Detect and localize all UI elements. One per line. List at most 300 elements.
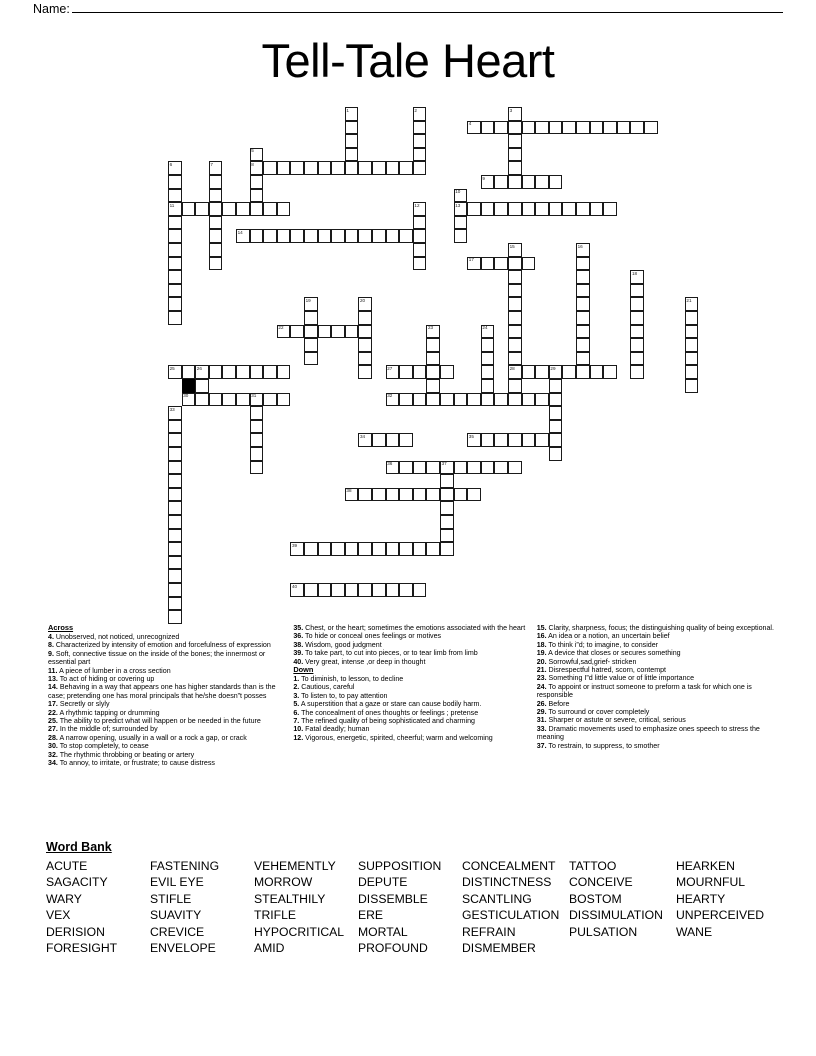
grid-cell[interactable] (399, 229, 413, 243)
grid-cell[interactable] (372, 433, 386, 447)
grid-cell[interactable] (331, 325, 345, 339)
grid-cell[interactable] (182, 365, 196, 379)
grid-cell[interactable] (630, 352, 644, 366)
grid-cell[interactable] (576, 202, 590, 216)
grid-cell[interactable] (168, 229, 182, 243)
grid-cell[interactable] (522, 202, 536, 216)
grid-cell[interactable] (494, 121, 508, 135)
grid-cell[interactable] (549, 433, 563, 447)
grid-cell[interactable] (522, 121, 536, 135)
grid-cell[interactable] (399, 583, 413, 597)
grid-cell[interactable] (331, 583, 345, 597)
grid-cell[interactable] (222, 365, 236, 379)
grid-cell[interactable] (454, 461, 468, 475)
grid-cell[interactable] (562, 365, 576, 379)
grid-cell[interactable] (168, 189, 182, 203)
grid-cell[interactable] (426, 393, 440, 407)
grid-cell[interactable] (236, 229, 250, 243)
grid-cell[interactable] (399, 433, 413, 447)
grid-cell[interactable] (413, 461, 427, 475)
grid-cell[interactable] (222, 202, 236, 216)
grid-cell[interactable] (358, 338, 372, 352)
grid-cell[interactable] (250, 229, 264, 243)
grid-cell[interactable] (236, 202, 250, 216)
grid-cell[interactable] (304, 311, 318, 325)
word-bank-word[interactable]: MORTAL (358, 924, 408, 939)
grid-cell[interactable] (250, 461, 264, 475)
grid-cell[interactable] (236, 393, 250, 407)
grid-cell[interactable] (454, 216, 468, 230)
grid-cell[interactable] (413, 107, 427, 121)
grid-cell[interactable] (576, 365, 590, 379)
grid-cell[interactable] (522, 257, 536, 271)
grid-cell[interactable] (426, 488, 440, 502)
grid-cell[interactable] (250, 433, 264, 447)
grid-cell[interactable] (304, 161, 318, 175)
grid-cell[interactable] (304, 229, 318, 243)
grid-cell[interactable] (522, 175, 536, 189)
word-bank-word[interactable]: HEARKEN (676, 859, 735, 873)
grid-cell[interactable] (426, 365, 440, 379)
grid-cell[interactable] (345, 107, 359, 121)
grid-cell[interactable] (304, 297, 318, 311)
grid-cell[interactable] (630, 325, 644, 339)
grid-cell[interactable] (630, 297, 644, 311)
word-bank-word[interactable]: SAGACITY (46, 875, 108, 890)
grid-cell[interactable] (426, 461, 440, 475)
grid-cell[interactable] (358, 297, 372, 311)
grid-cell[interactable] (372, 161, 386, 175)
grid-cell[interactable] (413, 148, 427, 162)
grid-cell[interactable] (386, 542, 400, 556)
grid-cell[interactable] (481, 121, 495, 135)
grid-cell[interactable] (168, 529, 182, 543)
grid-cell[interactable] (195, 365, 209, 379)
word-bank-word[interactable]: DISTINCTNESS (462, 875, 552, 890)
grid-cell[interactable] (168, 202, 182, 216)
grid-cell[interactable] (549, 365, 563, 379)
grid-cell[interactable] (481, 338, 495, 352)
grid-cell[interactable] (508, 107, 522, 121)
grid-cell[interactable] (168, 365, 182, 379)
grid-cell[interactable] (386, 461, 400, 475)
grid-cell[interactable] (195, 202, 209, 216)
grid-cell[interactable] (318, 542, 332, 556)
grid-cell[interactable] (426, 542, 440, 556)
word-bank-word[interactable]: WARY (46, 891, 82, 906)
grid-cell[interactable] (345, 229, 359, 243)
grid-cell[interactable] (250, 447, 264, 461)
grid-cell[interactable] (494, 257, 508, 271)
grid-cell[interactable] (481, 433, 495, 447)
grid-cell[interactable] (168, 433, 182, 447)
grid-cell[interactable] (426, 379, 440, 393)
grid-cell[interactable] (590, 121, 604, 135)
word-bank-word[interactable]: CONCEIVE (569, 875, 633, 890)
grid-cell[interactable] (318, 583, 332, 597)
grid-cell[interactable] (250, 365, 264, 379)
grid-cell[interactable] (467, 433, 481, 447)
grid-cell[interactable] (630, 270, 644, 284)
grid-cell[interactable] (358, 311, 372, 325)
grid-cell[interactable] (209, 161, 223, 175)
grid-cell[interactable] (304, 338, 318, 352)
grid-cell[interactable] (263, 393, 277, 407)
grid-cell[interactable] (304, 583, 318, 597)
grid-cell[interactable] (250, 148, 264, 162)
grid-cell[interactable] (358, 488, 372, 502)
grid-cell[interactable] (549, 406, 563, 420)
grid-cell[interactable] (467, 121, 481, 135)
grid-cell[interactable] (372, 488, 386, 502)
grid-cell[interactable] (440, 365, 454, 379)
grid-cell[interactable] (386, 161, 400, 175)
grid-cell[interactable] (549, 420, 563, 434)
word-bank-word[interactable]: ACUTE (46, 859, 88, 873)
grid-cell[interactable] (168, 161, 182, 175)
grid-cell[interactable] (508, 311, 522, 325)
grid-cell[interactable] (277, 393, 291, 407)
grid-cell[interactable] (508, 121, 522, 135)
grid-cell[interactable] (562, 202, 576, 216)
grid-cell[interactable] (386, 229, 400, 243)
word-bank-word[interactable]: EVIL EYE (150, 875, 204, 890)
grid-cell[interactable] (168, 447, 182, 461)
word-bank-word[interactable]: MOURNFUL (676, 875, 746, 890)
grid-cell[interactable] (508, 352, 522, 366)
grid-cell[interactable] (494, 433, 508, 447)
grid-cell[interactable] (508, 433, 522, 447)
word-bank-word[interactable]: DISMEMBER (462, 941, 536, 956)
grid-cell[interactable] (195, 393, 209, 407)
word-bank-word[interactable]: CONCEALMENT (462, 859, 556, 873)
grid-cell[interactable] (508, 365, 522, 379)
grid-cell[interactable] (508, 134, 522, 148)
grid-cell[interactable] (440, 461, 454, 475)
word-bank-word[interactable]: VEHEMENTLY (254, 859, 336, 873)
grid-cell[interactable] (535, 175, 549, 189)
grid-cell[interactable] (481, 379, 495, 393)
grid-cell[interactable] (522, 433, 536, 447)
grid-cell[interactable] (494, 175, 508, 189)
word-bank-word[interactable]: WANE (676, 924, 713, 939)
grid-cell[interactable] (467, 257, 481, 271)
grid-cell[interactable] (168, 406, 182, 420)
grid-cell[interactable] (345, 121, 359, 135)
grid-cell[interactable] (630, 365, 644, 379)
grid-cell[interactable] (209, 243, 223, 257)
word-bank-word[interactable]: SUAVITY (150, 908, 202, 923)
grid-cell[interactable] (263, 365, 277, 379)
grid-cell[interactable] (630, 284, 644, 298)
grid-cell[interactable] (209, 202, 223, 216)
word-bank-word[interactable]: MORROW (254, 875, 313, 890)
grid-cell[interactable] (549, 202, 563, 216)
grid-cell[interactable] (630, 338, 644, 352)
grid-cell[interactable] (358, 583, 372, 597)
grid-cell[interactable] (454, 393, 468, 407)
word-bank-word[interactable]: ERE (358, 908, 384, 923)
grid-cell[interactable] (168, 420, 182, 434)
word-bank-word[interactable]: REFRAIN (462, 924, 516, 939)
grid-cell[interactable] (413, 229, 427, 243)
grid-cell[interactable] (413, 393, 427, 407)
grid-cell[interactable] (549, 175, 563, 189)
word-bank-word[interactable]: SCANTLING (462, 891, 532, 906)
grid-cell[interactable] (413, 365, 427, 379)
grid-cell[interactable] (345, 134, 359, 148)
grid-cell[interactable] (576, 284, 590, 298)
grid-cell[interactable] (576, 311, 590, 325)
grid-cell[interactable] (685, 379, 699, 393)
word-bank-word[interactable]: ENVELOPE (150, 941, 216, 956)
grid-cell[interactable] (358, 433, 372, 447)
grid-cell[interactable] (168, 569, 182, 583)
grid-cell[interactable] (182, 393, 196, 407)
grid-cell[interactable] (358, 352, 372, 366)
grid-cell[interactable] (562, 121, 576, 135)
grid-cell[interactable] (250, 406, 264, 420)
word-bank-word[interactable]: VEX (46, 908, 71, 923)
grid-cell[interactable] (168, 597, 182, 611)
grid-cell[interactable] (399, 542, 413, 556)
word-bank-word[interactable]: AMID (254, 941, 285, 956)
grid-cell[interactable] (508, 393, 522, 407)
grid-cell[interactable] (454, 189, 468, 203)
grid-cell[interactable] (290, 542, 304, 556)
grid-cell[interactable] (168, 270, 182, 284)
grid-cell[interactable] (250, 420, 264, 434)
grid-cell[interactable] (617, 121, 631, 135)
grid-cell[interactable] (685, 297, 699, 311)
grid-cell[interactable] (399, 488, 413, 502)
grid-cell[interactable] (358, 365, 372, 379)
grid-cell[interactable] (372, 229, 386, 243)
grid-cell[interactable] (440, 529, 454, 543)
grid-cell[interactable] (209, 393, 223, 407)
grid-cell[interactable] (576, 352, 590, 366)
grid-cell[interactable] (209, 216, 223, 230)
grid-cell[interactable] (454, 488, 468, 502)
grid-cell[interactable] (590, 202, 604, 216)
word-bank-word[interactable]: BOSTOM (569, 891, 622, 906)
grid-cell[interactable] (168, 501, 182, 515)
grid-cell[interactable] (576, 257, 590, 271)
word-bank-word[interactable]: STEALTHILY (254, 891, 326, 906)
grid-cell[interactable] (481, 202, 495, 216)
grid-cell[interactable] (168, 515, 182, 529)
grid-cell[interactable] (426, 338, 440, 352)
grid-cell[interactable] (413, 216, 427, 230)
grid-cell[interactable] (508, 338, 522, 352)
grid-cell[interactable] (277, 202, 291, 216)
grid-cell[interactable] (236, 365, 250, 379)
grid-cell[interactable] (467, 488, 481, 502)
grid-cell[interactable] (685, 365, 699, 379)
grid-cell[interactable] (685, 338, 699, 352)
grid-cell[interactable] (386, 365, 400, 379)
grid-cell[interactable] (168, 297, 182, 311)
grid-cell[interactable] (603, 365, 617, 379)
grid-cell[interactable] (481, 257, 495, 271)
grid-cell[interactable] (576, 338, 590, 352)
grid-cell[interactable] (481, 461, 495, 475)
grid-cell[interactable] (209, 175, 223, 189)
grid-cell[interactable] (535, 121, 549, 135)
grid-cell[interactable] (290, 161, 304, 175)
grid-cell[interactable] (590, 365, 604, 379)
grid-cell[interactable] (168, 583, 182, 597)
grid-cell[interactable] (440, 488, 454, 502)
grid-cell[interactable] (168, 311, 182, 325)
grid-cell[interactable] (603, 121, 617, 135)
word-bank-word[interactable]: DERISION (46, 924, 105, 939)
grid-cell[interactable] (413, 243, 427, 257)
grid-cell[interactable] (168, 284, 182, 298)
grid-cell[interactable] (508, 284, 522, 298)
grid-cell[interactable] (576, 325, 590, 339)
grid-cell[interactable] (358, 229, 372, 243)
grid-cell[interactable] (290, 583, 304, 597)
grid-cell[interactable] (440, 542, 454, 556)
grid-cell[interactable] (358, 325, 372, 339)
grid-cell[interactable] (535, 365, 549, 379)
grid-cell[interactable] (331, 161, 345, 175)
grid-cell[interactable] (277, 229, 291, 243)
grid-cell[interactable] (168, 461, 182, 475)
grid-cell[interactable] (508, 379, 522, 393)
grid-cell[interactable] (508, 175, 522, 189)
grid-cell[interactable] (576, 243, 590, 257)
grid-cell[interactable] (576, 121, 590, 135)
grid-cell[interactable] (290, 229, 304, 243)
grid-cell[interactable] (290, 325, 304, 339)
grid-cell[interactable] (386, 488, 400, 502)
grid-cell[interactable] (413, 202, 427, 216)
grid-cell[interactable] (467, 461, 481, 475)
grid-cell[interactable] (304, 352, 318, 366)
word-bank-word[interactable]: SUPPOSITION (358, 859, 442, 873)
grid-cell[interactable] (549, 121, 563, 135)
grid-cell[interactable] (358, 542, 372, 556)
grid-cell[interactable] (277, 161, 291, 175)
grid-cell[interactable] (277, 365, 291, 379)
grid-cell[interactable] (372, 542, 386, 556)
grid-cell[interactable] (304, 542, 318, 556)
grid-cell[interactable] (413, 121, 427, 135)
grid-cell[interactable] (345, 542, 359, 556)
grid-cell[interactable] (318, 229, 332, 243)
grid-cell[interactable] (168, 474, 182, 488)
grid-cell[interactable] (195, 379, 209, 393)
grid-cell[interactable] (358, 161, 372, 175)
grid-cell[interactable] (304, 325, 318, 339)
word-bank-word[interactable]: PULSATION (569, 924, 638, 939)
word-bank-word[interactable]: TATTOO (569, 859, 617, 873)
crossword-grid[interactable] (0, 100, 816, 620)
grid-cell[interactable] (331, 542, 345, 556)
grid-cell[interactable] (168, 610, 182, 624)
grid-cell[interactable] (399, 461, 413, 475)
grid-cell[interactable] (413, 161, 427, 175)
grid-cell[interactable] (413, 542, 427, 556)
grid-cell[interactable] (549, 393, 563, 407)
word-bank-word[interactable]: STIFLE (150, 891, 192, 906)
grid-cell[interactable] (630, 311, 644, 325)
grid-cell[interactable] (522, 365, 536, 379)
grid-cell[interactable] (535, 393, 549, 407)
grid-cell[interactable] (440, 501, 454, 515)
grid-cell[interactable] (182, 202, 196, 216)
grid-cell[interactable] (508, 148, 522, 162)
grid-cell[interactable] (345, 488, 359, 502)
grid-cell[interactable] (168, 216, 182, 230)
grid-cell[interactable] (263, 202, 277, 216)
word-bank-word[interactable]: FORESIGHT (46, 941, 118, 956)
grid-cell[interactable] (386, 393, 400, 407)
grid-cell[interactable] (386, 583, 400, 597)
grid-cell[interactable] (603, 202, 617, 216)
word-bank-word[interactable]: PROFOUND (358, 941, 428, 956)
word-bank-word[interactable]: UNPERCEIVED (676, 908, 765, 923)
grid-cell[interactable] (399, 161, 413, 175)
grid-cell[interactable] (331, 229, 345, 243)
name-input-rule[interactable] (72, 2, 783, 13)
grid-cell[interactable] (277, 325, 291, 339)
grid-cell[interactable] (168, 556, 182, 570)
grid-cell[interactable] (644, 121, 658, 135)
grid-cell[interactable] (413, 257, 427, 271)
grid-cell[interactable] (508, 161, 522, 175)
grid-cell[interactable] (508, 461, 522, 475)
grid-cell[interactable] (685, 325, 699, 339)
word-bank-word[interactable]: HEARTY (676, 891, 726, 906)
word-bank-word[interactable]: DISSIMULATION (569, 908, 663, 923)
grid-cell[interactable] (481, 365, 495, 379)
grid-cell[interactable] (508, 297, 522, 311)
grid-cell[interactable] (508, 202, 522, 216)
grid-cell[interactable] (535, 433, 549, 447)
grid-cell[interactable] (263, 229, 277, 243)
grid-cell[interactable] (168, 243, 182, 257)
word-bank-word[interactable]: HYPOCRITICAL (254, 924, 345, 939)
grid-cell[interactable] (345, 583, 359, 597)
grid-cell[interactable] (549, 447, 563, 461)
grid-cell[interactable] (467, 393, 481, 407)
grid-cell[interactable] (399, 365, 413, 379)
grid-cell[interactable] (508, 257, 522, 271)
grid-cell[interactable] (481, 175, 495, 189)
grid-cell[interactable] (494, 202, 508, 216)
grid-cell[interactable] (508, 325, 522, 339)
grid-cell[interactable] (413, 134, 427, 148)
word-bank-word[interactable]: CREVICE (150, 924, 205, 939)
word-bank-word[interactable]: TRIFLE (254, 908, 296, 923)
grid-cell[interactable] (345, 148, 359, 162)
grid-cell[interactable] (250, 393, 264, 407)
grid-cell[interactable] (318, 325, 332, 339)
grid-cell[interactable] (440, 515, 454, 529)
grid-cell[interactable] (318, 161, 332, 175)
grid-cell[interactable] (209, 365, 223, 379)
grid-cell[interactable] (168, 257, 182, 271)
grid-cell[interactable] (250, 202, 264, 216)
word-bank-word[interactable]: FASTENING (150, 859, 220, 873)
grid-cell[interactable] (413, 583, 427, 597)
grid-cell[interactable] (454, 202, 468, 216)
grid-cell[interactable] (576, 270, 590, 284)
grid-cell[interactable] (508, 270, 522, 284)
